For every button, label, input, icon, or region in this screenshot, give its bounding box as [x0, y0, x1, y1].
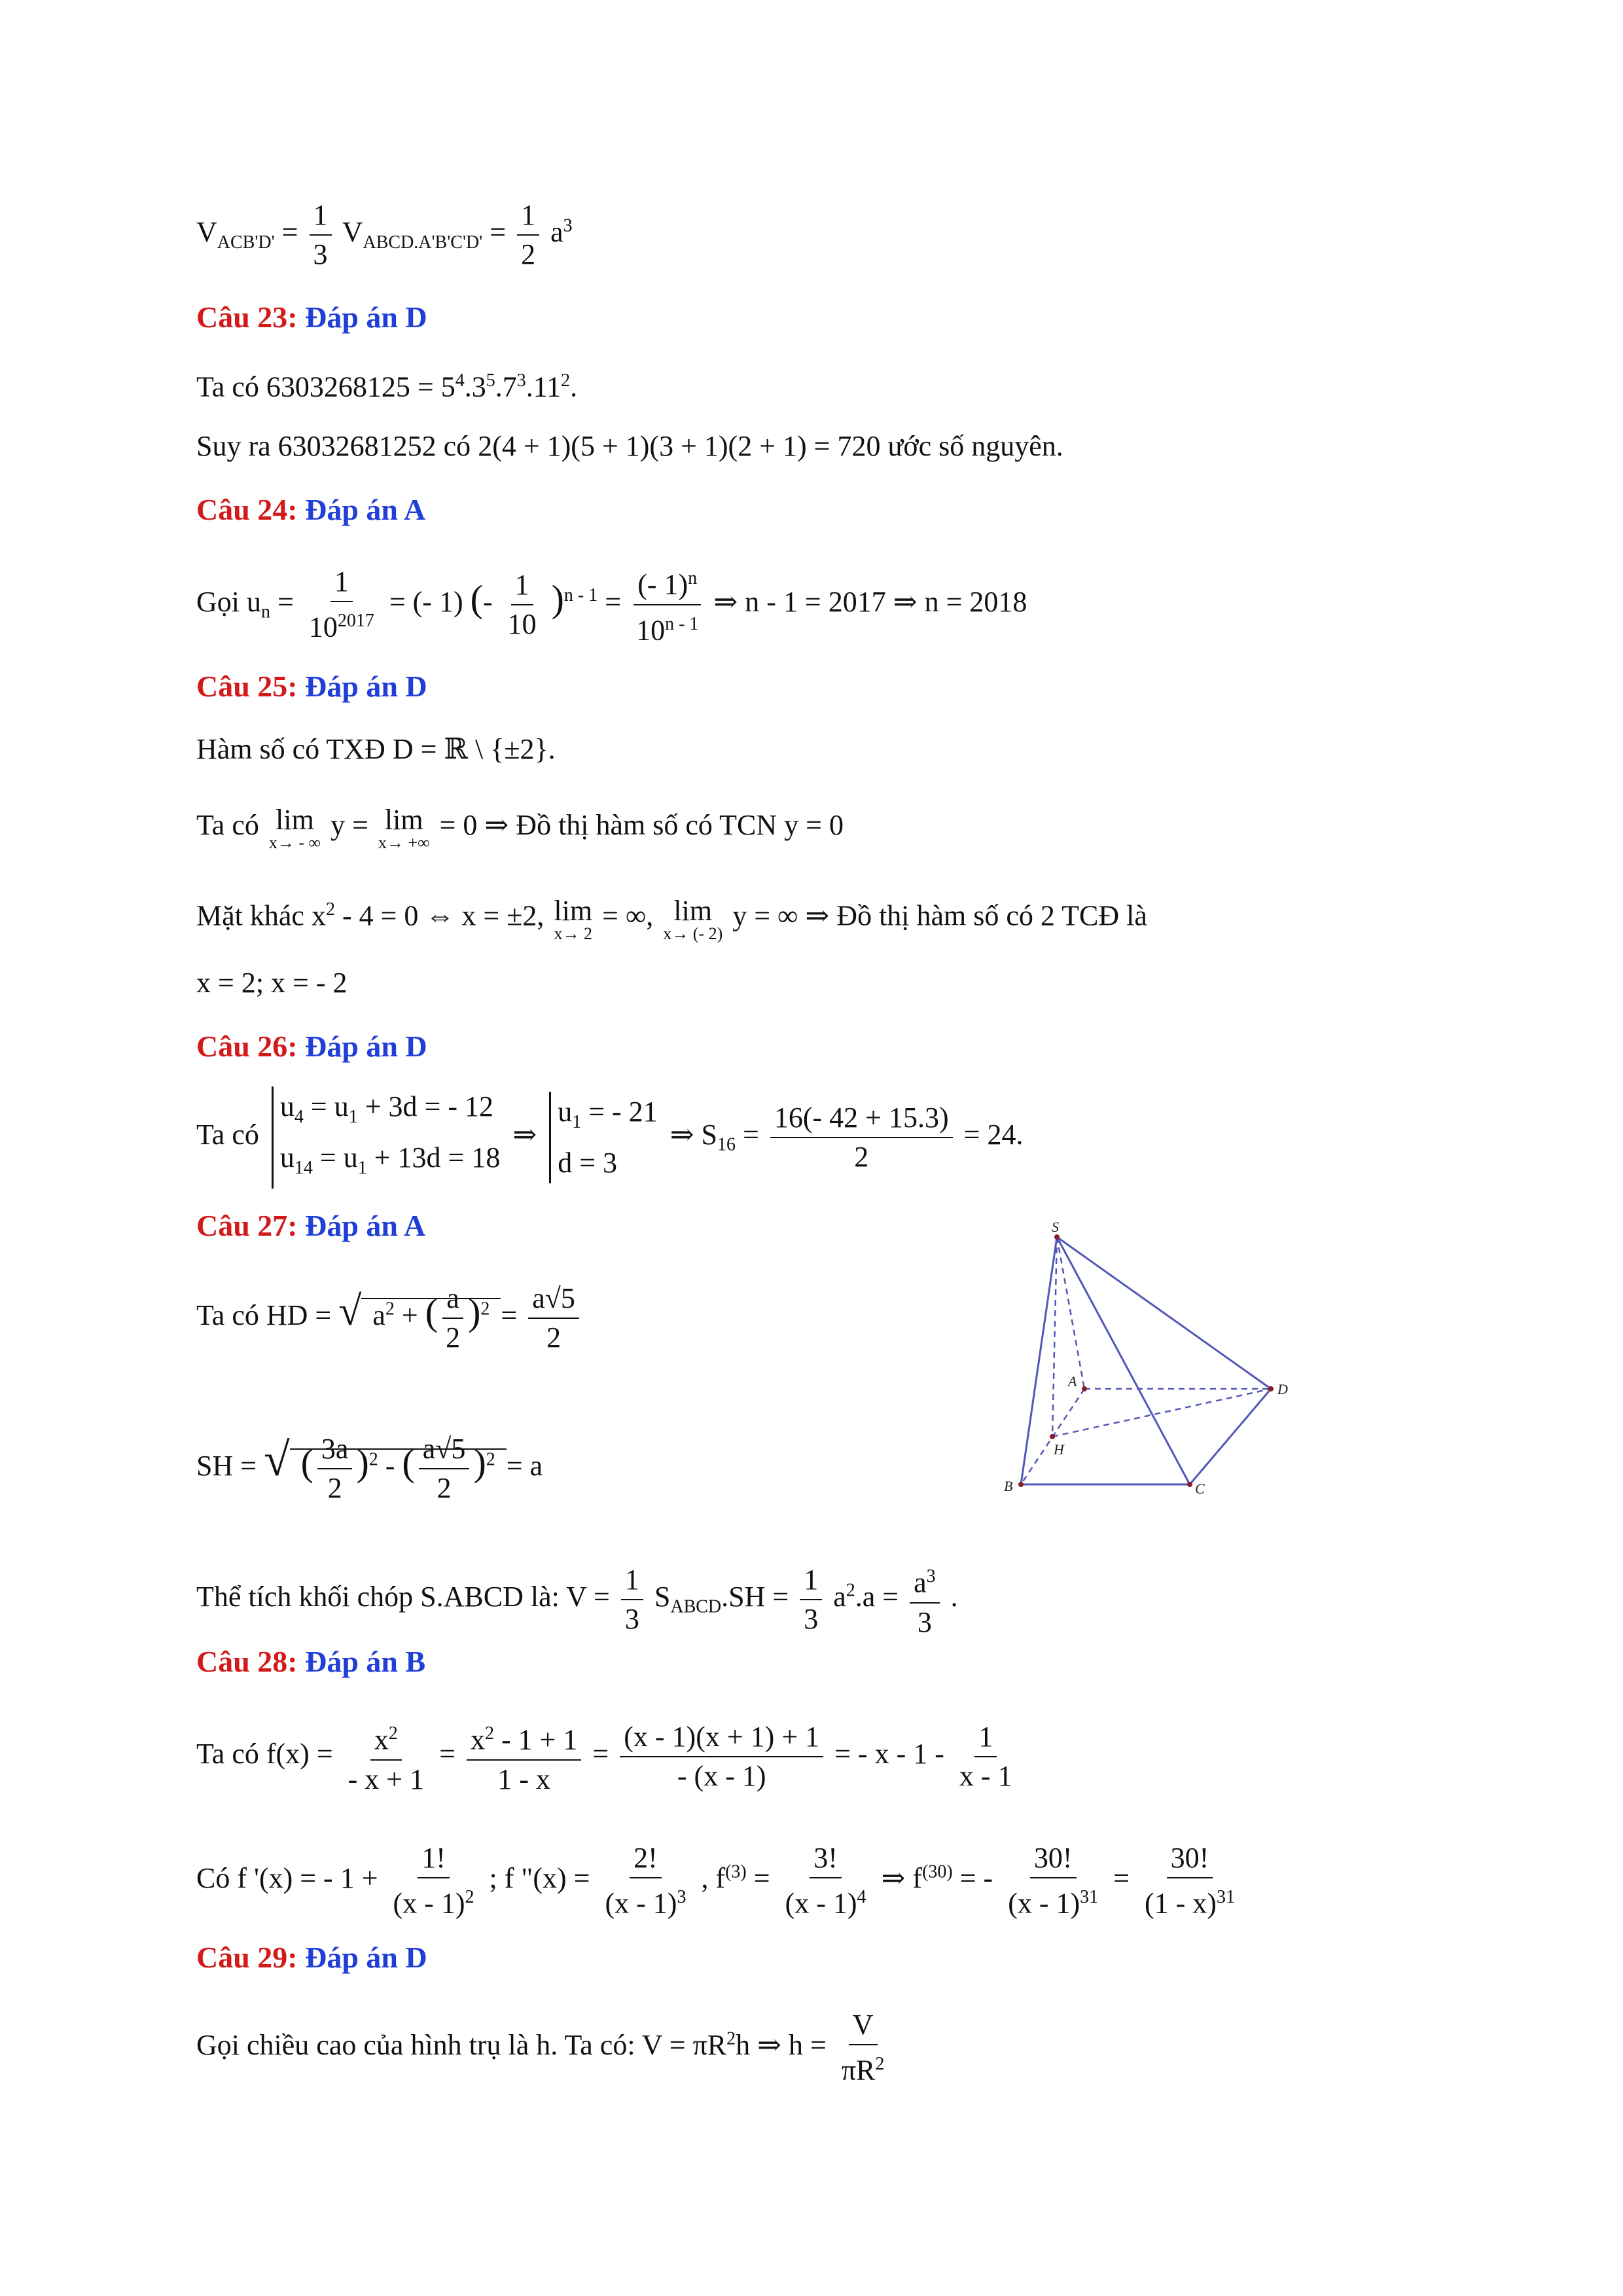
q25-line-3: Mặt khác $x^2 - 4 = 0$ ⇔ x = ±2, lim x→ 2 = ∞, lim x→ (- 2) y = ∞ ⇒ Đồ thị hàm số có 2 TCĐ là [196, 894, 1147, 943]
fraction: $\frac{(x - 1)(x + 1) + 1}{- (x - 1)}$ [620, 1718, 823, 1795]
question-23-heading: Câu 23: Đáp án D [196, 300, 427, 334]
vertex-labels [1004, 1219, 1288, 1497]
fraction: $\frac{1}{3}$ [310, 196, 332, 274]
fraction: $\frac{3!}{(x - 1)^4}$ [781, 1839, 870, 1923]
fraction: $\frac{30!}{(1 - x)^{31}}$ [1141, 1839, 1239, 1923]
q28-line-1: Ta có f(x) = $\frac{x^2}{- x + 1}$ = $\frac{x^2 - 1 + 1}{1 - x}$ = $\frac{(x - 1)(x + 1) + 1}{- (x - 1)}$ = - x - 1 - $\frac{1}{x - 1}$ [196, 1715, 1020, 1799]
point-d [1268, 1386, 1274, 1391]
fraction: $\frac{a^3}{3}$ [910, 1558, 940, 1641]
q24-line: Gọi $u_n$ = $\frac{1}{10^{2017}}$ = (- 1) (- $\frac{1}{10}$ )$^{n - 1}$ = $\frac{(- 1)^n}{10^{n - 1}}$ ⇒ n - 1 = 2017 ⇒ n = 2018 [196, 560, 1027, 649]
fraction: $\frac{1}{3}$ [621, 1561, 643, 1638]
fraction: $\frac{a}{2}$ [442, 1280, 464, 1357]
label-d: D [1277, 1381, 1288, 1397]
question-29-heading: Câu 29: Đáp án D [196, 1941, 427, 1974]
volume-formula-line: $V_{ACB'D'}$ = $\frac{1}{3}$ $V_{ABCD.A'B'C'D'}$ = $\frac{1}{2}$ $a^3$ [196, 196, 573, 274]
point-a [1082, 1386, 1087, 1391]
fraction: $\frac{x^2 - 1 + 1}{1 - x}$ [467, 1715, 581, 1799]
q25-line-4: x = 2; x = - 2 [196, 967, 348, 999]
q27-line-3: Thể tích khối chóp S.ABCD là: V = $\frac{1}{3}$ $S_{ABCD}.SH$ = $\frac{1}{3}$ $a^2.a$ = $\frac{a^3}{3}$ . [196, 1558, 958, 1641]
point-h [1050, 1434, 1055, 1439]
q28-line-2: Có f '(x) = - 1 + $\frac{1!}{(x - 1)^2}$ ; f "(x) = $\frac{2!}{(x - 1)^3}$ , $f^{(3)}$ = $\frac{3!}{(x - 1)^4}$ ⇒ $f^{(30)}$ = - $\frac{30!}{(x - 1)^{31}}$ = $\frac{30!}{(1 - x)^{31}}$ [196, 1839, 1243, 1923]
fraction: $\frac{1}{3}$ [800, 1561, 822, 1638]
q27-line-2: SH = √ ( $\frac{3a}{2}$ )$^2$ - ( $\frac{a√5}{2}$ )$^2$ = a [196, 1430, 543, 1507]
fraction: $\frac{a√5}{2}$ [528, 1280, 579, 1357]
fraction: $\frac{1}{10^{2017}}$ [305, 563, 378, 647]
q26-line: Ta có $u_4 = u_1 + 3d$ = - 12 $u_{14} = u_1 + 13d = 18$ ⇒ $u_1$ = - 21 d = 3 ⇒ $S_{16}$ = $\frac{16(- 42 + 15.3)}{2}$ = 24. [196, 1086, 1023, 1189]
fraction: $\frac{1}{2}$ [517, 196, 539, 274]
edge-cd [1190, 1389, 1271, 1484]
label-s: S [1052, 1219, 1059, 1235]
fraction: $\frac{3a}{2}$ [317, 1430, 353, 1507]
pyramid-figure [995, 1217, 1309, 1505]
fraction: $\frac{1!}{(x - 1)^2}$ [389, 1839, 478, 1923]
point-s [1054, 1234, 1060, 1240]
fraction: $\frac{16(- 42 + 15.3)}{2}$ [770, 1099, 953, 1176]
fraction: $\frac{1}{x - 1}$ [955, 1718, 1016, 1795]
fraction: $\frac{2!}{(x - 1)^3}$ [601, 1839, 690, 1923]
edge-sb [1021, 1237, 1057, 1484]
fraction: $\frac{a√5}{2}$ [419, 1430, 470, 1507]
label-c: C [1195, 1480, 1205, 1497]
question-24-heading: Câu 24: Đáp án A [196, 493, 426, 526]
question-27-heading: Câu 27: Đáp án A [196, 1209, 426, 1242]
fraction: $\frac{V}{\pi R^2}$ [838, 2006, 889, 2090]
fraction: $\frac{x^2}{- x + 1}$ [344, 1715, 428, 1799]
q29-line: Gọi chiều cao của hình trụ là h. Ta có: $V = \pi R^2h$ ⇒ h = $\frac{V}{\pi R^2}$ [196, 2006, 892, 2090]
label-h: H [1054, 1441, 1064, 1458]
q23-line-1: Ta có $6303268125 = 5^4.3^5.7^3.11^2$. [196, 370, 578, 403]
equation-system: $u_1$ = - 21 d = 3 [549, 1092, 657, 1183]
fraction: $\frac{1}{10}$ [504, 566, 541, 643]
label-b: B [1004, 1478, 1013, 1494]
edge-hd [1052, 1389, 1271, 1437]
q27-line-1: Ta có HD = √ $a^2$ + ( $\frac{a}{2}$ )$^2$ = $\frac{a√5}{2}$ [196, 1280, 583, 1357]
q25-line-2: Ta có lim x→ - ∞ y = lim x→ +∞ = 0 ⇒ Đồ thị hàm số có TCN y = 0 [196, 804, 844, 852]
question-25-heading: Câu 25: Đáp án D [196, 670, 427, 703]
point-c [1187, 1482, 1192, 1487]
q25-line-1: Hàm số có TXĐ D = ℝ \ {±2}. [196, 733, 556, 765]
point-b [1018, 1482, 1024, 1487]
question-28-heading: Câu 28: Đáp án B [196, 1645, 426, 1678]
limit: lim x→ 2 [554, 894, 593, 943]
limit: lim x→ (- 2) [663, 894, 723, 943]
fraction: $\frac{30!}{(x - 1)^{31}}$ [1004, 1839, 1102, 1923]
edge-sd [1057, 1237, 1271, 1389]
equation-system: $u_4 = u_1 + 3d$ = - 12 $u_{14} = u_1 + 13d = 18$ [272, 1086, 500, 1189]
edge-sc [1057, 1237, 1190, 1484]
question-26-heading: Câu 26: Đáp án D [196, 1030, 427, 1063]
fraction: $\frac{(- 1)^n}{10^{n - 1}}$ [632, 560, 702, 649]
limit: lim x→ +∞ [378, 804, 430, 852]
edge-sa [1057, 1237, 1084, 1389]
label-a: A [1068, 1373, 1077, 1390]
limit: lim x→ - ∞ [268, 804, 321, 852]
q23-line-2: Suy ra 63032681252 có 2(4 + 1)(5 + 1)(3 + 1)(2 + 1) = 720 ước số nguyên. [196, 430, 1063, 462]
